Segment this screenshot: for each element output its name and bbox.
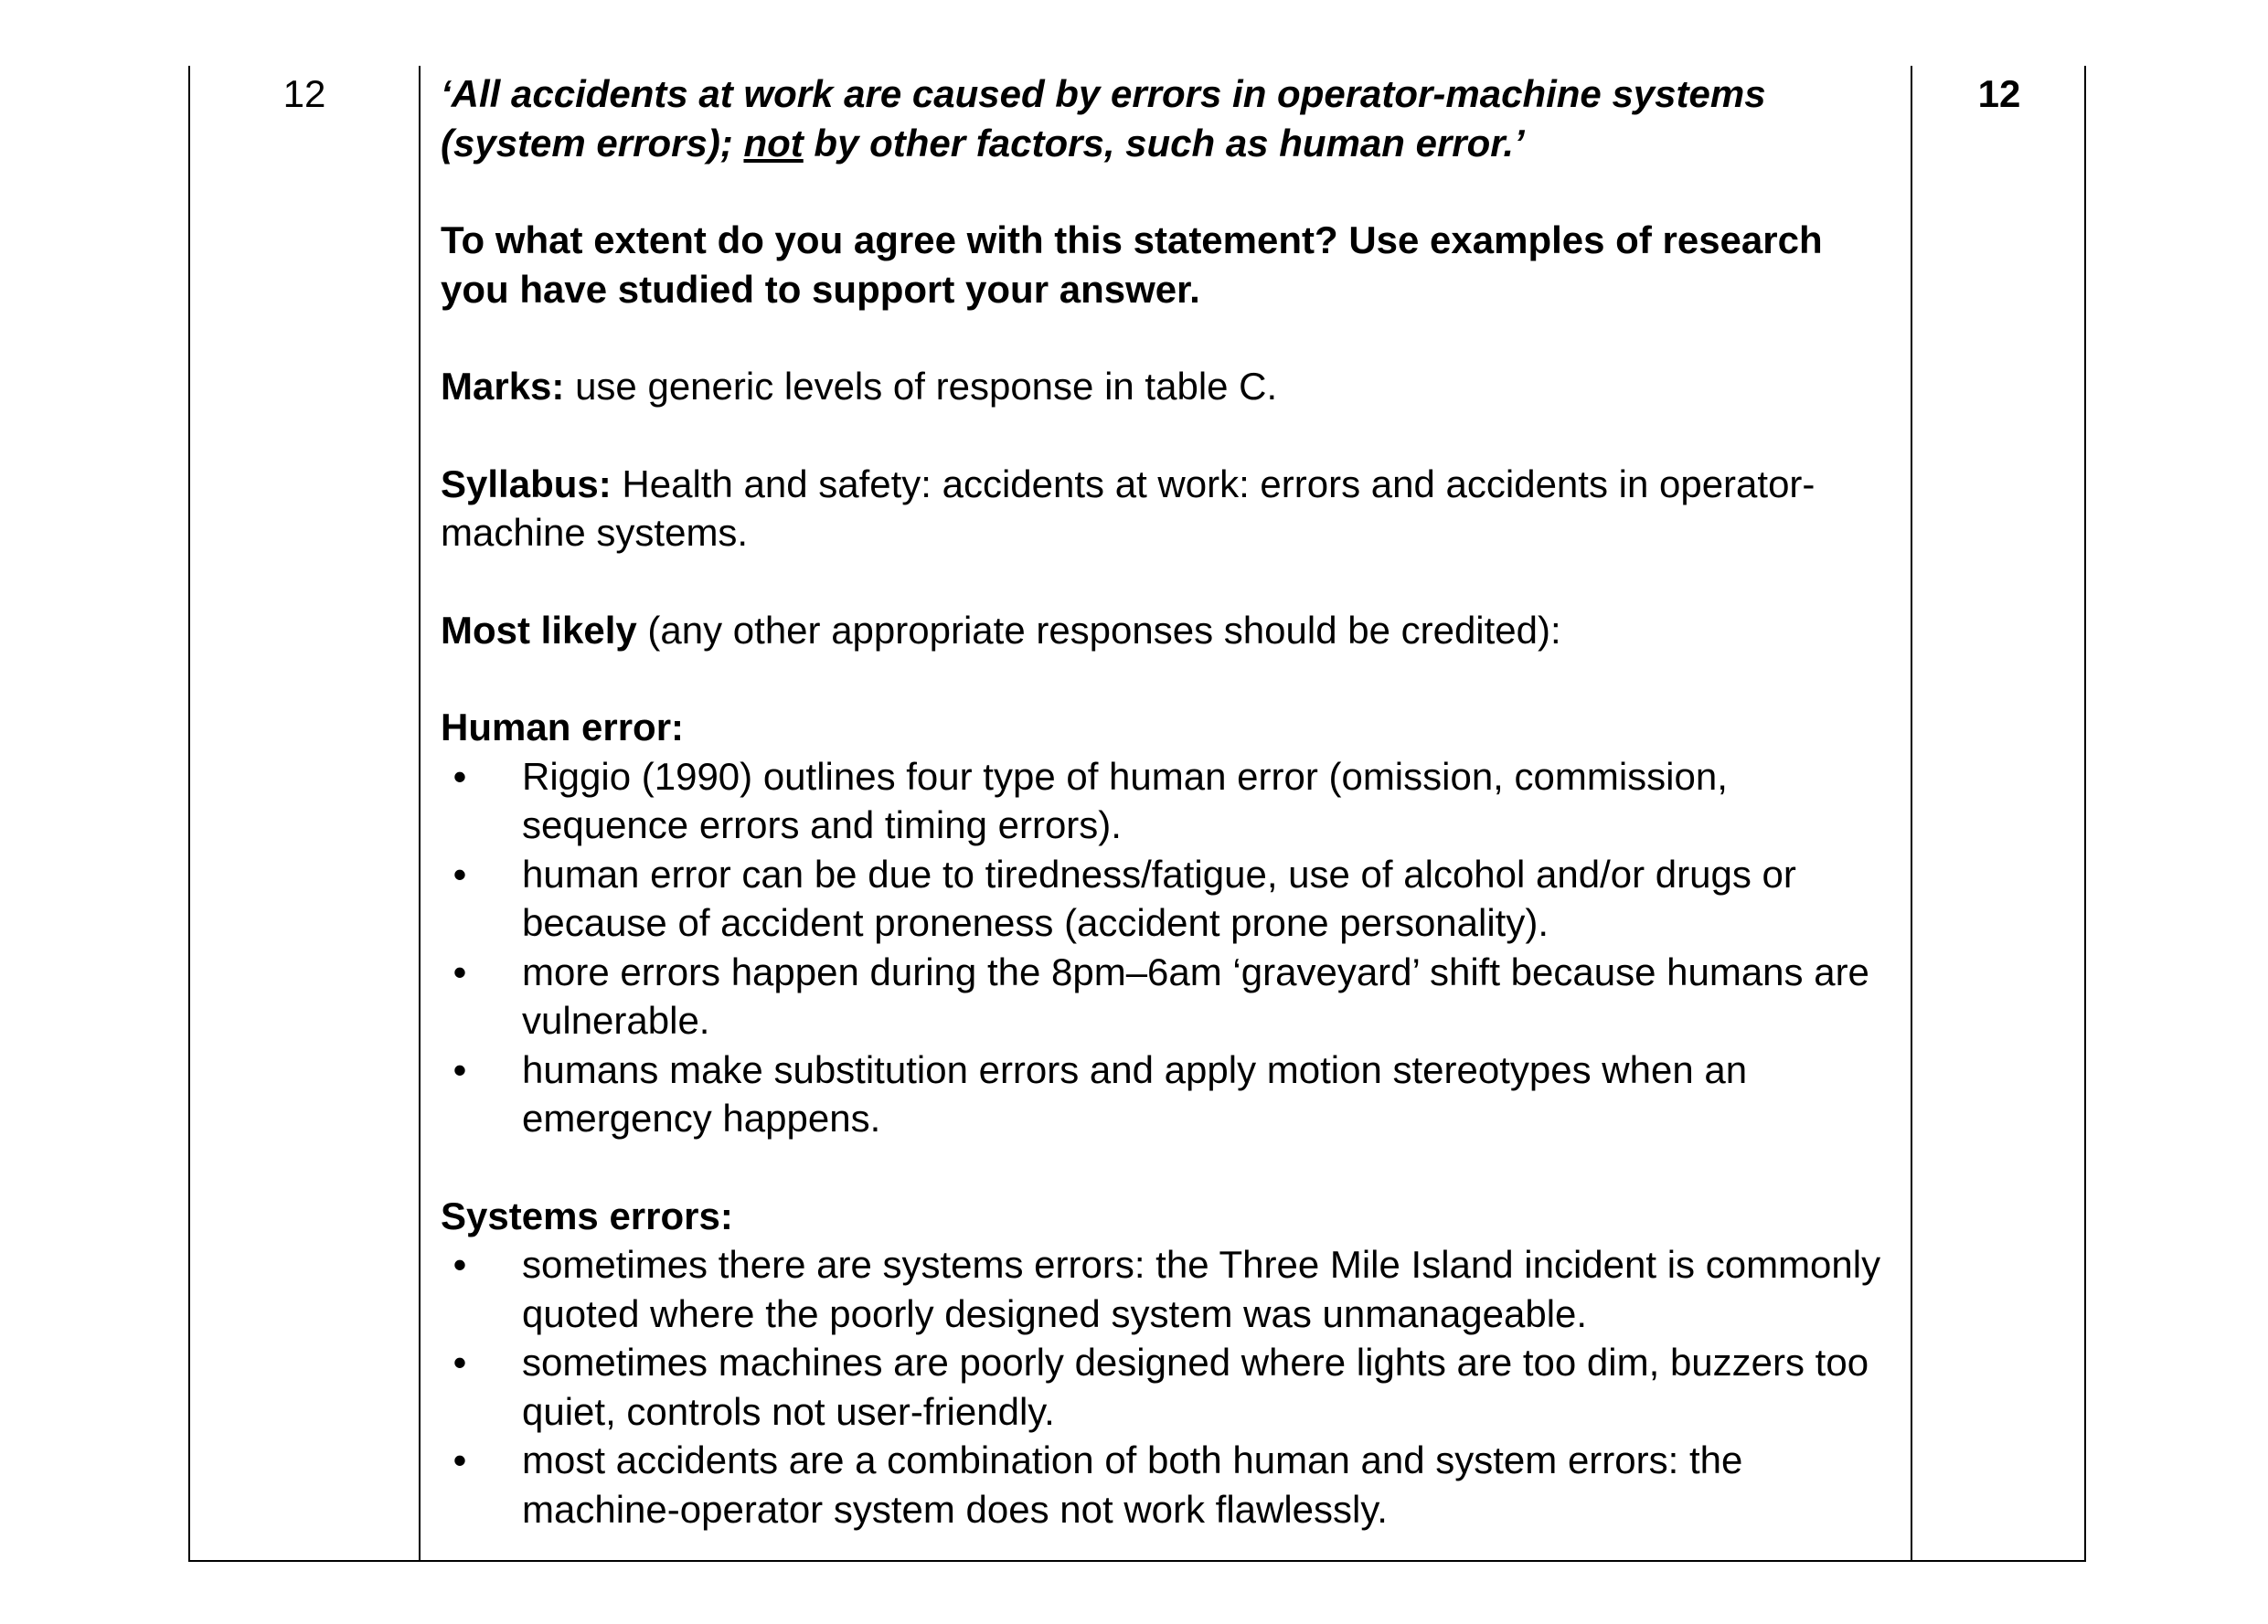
marks-total: 12 (1977, 72, 2021, 115)
bullet-icon: • (453, 950, 467, 993)
systems-errors-list (441, 1240, 1894, 1534)
statement-underlined-word: not (743, 121, 804, 165)
list-item-text: sometimes machines are poorly designed where lights are too dim, buzzers too quiet, controls not user-friendly. (522, 1341, 1869, 1433)
marks-line (441, 362, 1894, 411)
list-item (441, 752, 1894, 850)
question-number: 12 (282, 72, 326, 115)
question-prompt: To what extent do you agree with this statement? Use examples of research you have studied to support your answer. (441, 218, 1823, 311)
bullet-icon: • (453, 1243, 467, 1286)
list-item (441, 948, 1894, 1046)
mark-scheme-table (188, 66, 2086, 1562)
list-item-text: most accidents are a combination of both human and system errors: the machine-operator system does not work flawlessly. (522, 1438, 1743, 1531)
list-item (441, 850, 1894, 948)
list-item-text: Riggio (1990) outlines four type of human error (omission, commission, sequence errors and timing errors). (522, 754, 1728, 846)
bullet-icon: • (453, 1438, 467, 1481)
list-item (441, 1436, 1894, 1534)
column-divider (1911, 66, 1912, 1560)
most-likely-text: (any other appropriate responses should be credited): (636, 608, 1561, 652)
human-error-list (441, 752, 1894, 1143)
marks-label: Marks: (441, 365, 565, 408)
statement-part-1: ‘All accidents at work are caused by errors in operator-machine systems (system errors); (441, 72, 1766, 165)
column-divider (419, 66, 421, 1560)
question-statement (441, 69, 1894, 167)
marks-text: use generic levels of response in table C. (564, 365, 1278, 408)
bullet-icon: • (453, 852, 467, 896)
list-item (441, 1240, 1894, 1338)
list-item-text: more errors happen during the 8pm–6am ‘graveyard’ shift because humans are vulnerable. (522, 950, 1869, 1042)
statement-part-2: by other factors, such as human error.’ (803, 121, 1525, 165)
list-item (441, 1338, 1894, 1436)
most-likely-line (441, 606, 1894, 655)
list-item-text: humans make substitution errors and apply motion stereotypes when an emergency happens. (522, 1047, 1748, 1140)
list-item (441, 1046, 1894, 1143)
systems-errors-heading: Systems errors: (441, 1194, 733, 1237)
answer-guidance (441, 69, 1894, 1534)
bullet-icon: • (453, 1047, 467, 1091)
list-item-text: sometimes there are systems errors: the Three Mile Island incident is commonly quoted where the poorly designed system was unmanageable. (522, 1243, 1881, 1335)
syllabus-line (441, 460, 1894, 557)
syllabus-text: Health and safety: accidents at work: errors and accidents in operator-machine systems. (441, 462, 1815, 554)
list-item-text: human error can be due to tiredness/fatigue, use of alcohol and/or drugs or because of accident proneness (accident prone personality). (522, 852, 1796, 944)
syllabus-label: Syllabus: (441, 462, 612, 505)
human-error-heading: Human error: (441, 706, 685, 748)
bullet-icon: • (453, 1341, 467, 1384)
bullet-icon: • (453, 754, 467, 798)
most-likely-label: Most likely (441, 608, 637, 652)
